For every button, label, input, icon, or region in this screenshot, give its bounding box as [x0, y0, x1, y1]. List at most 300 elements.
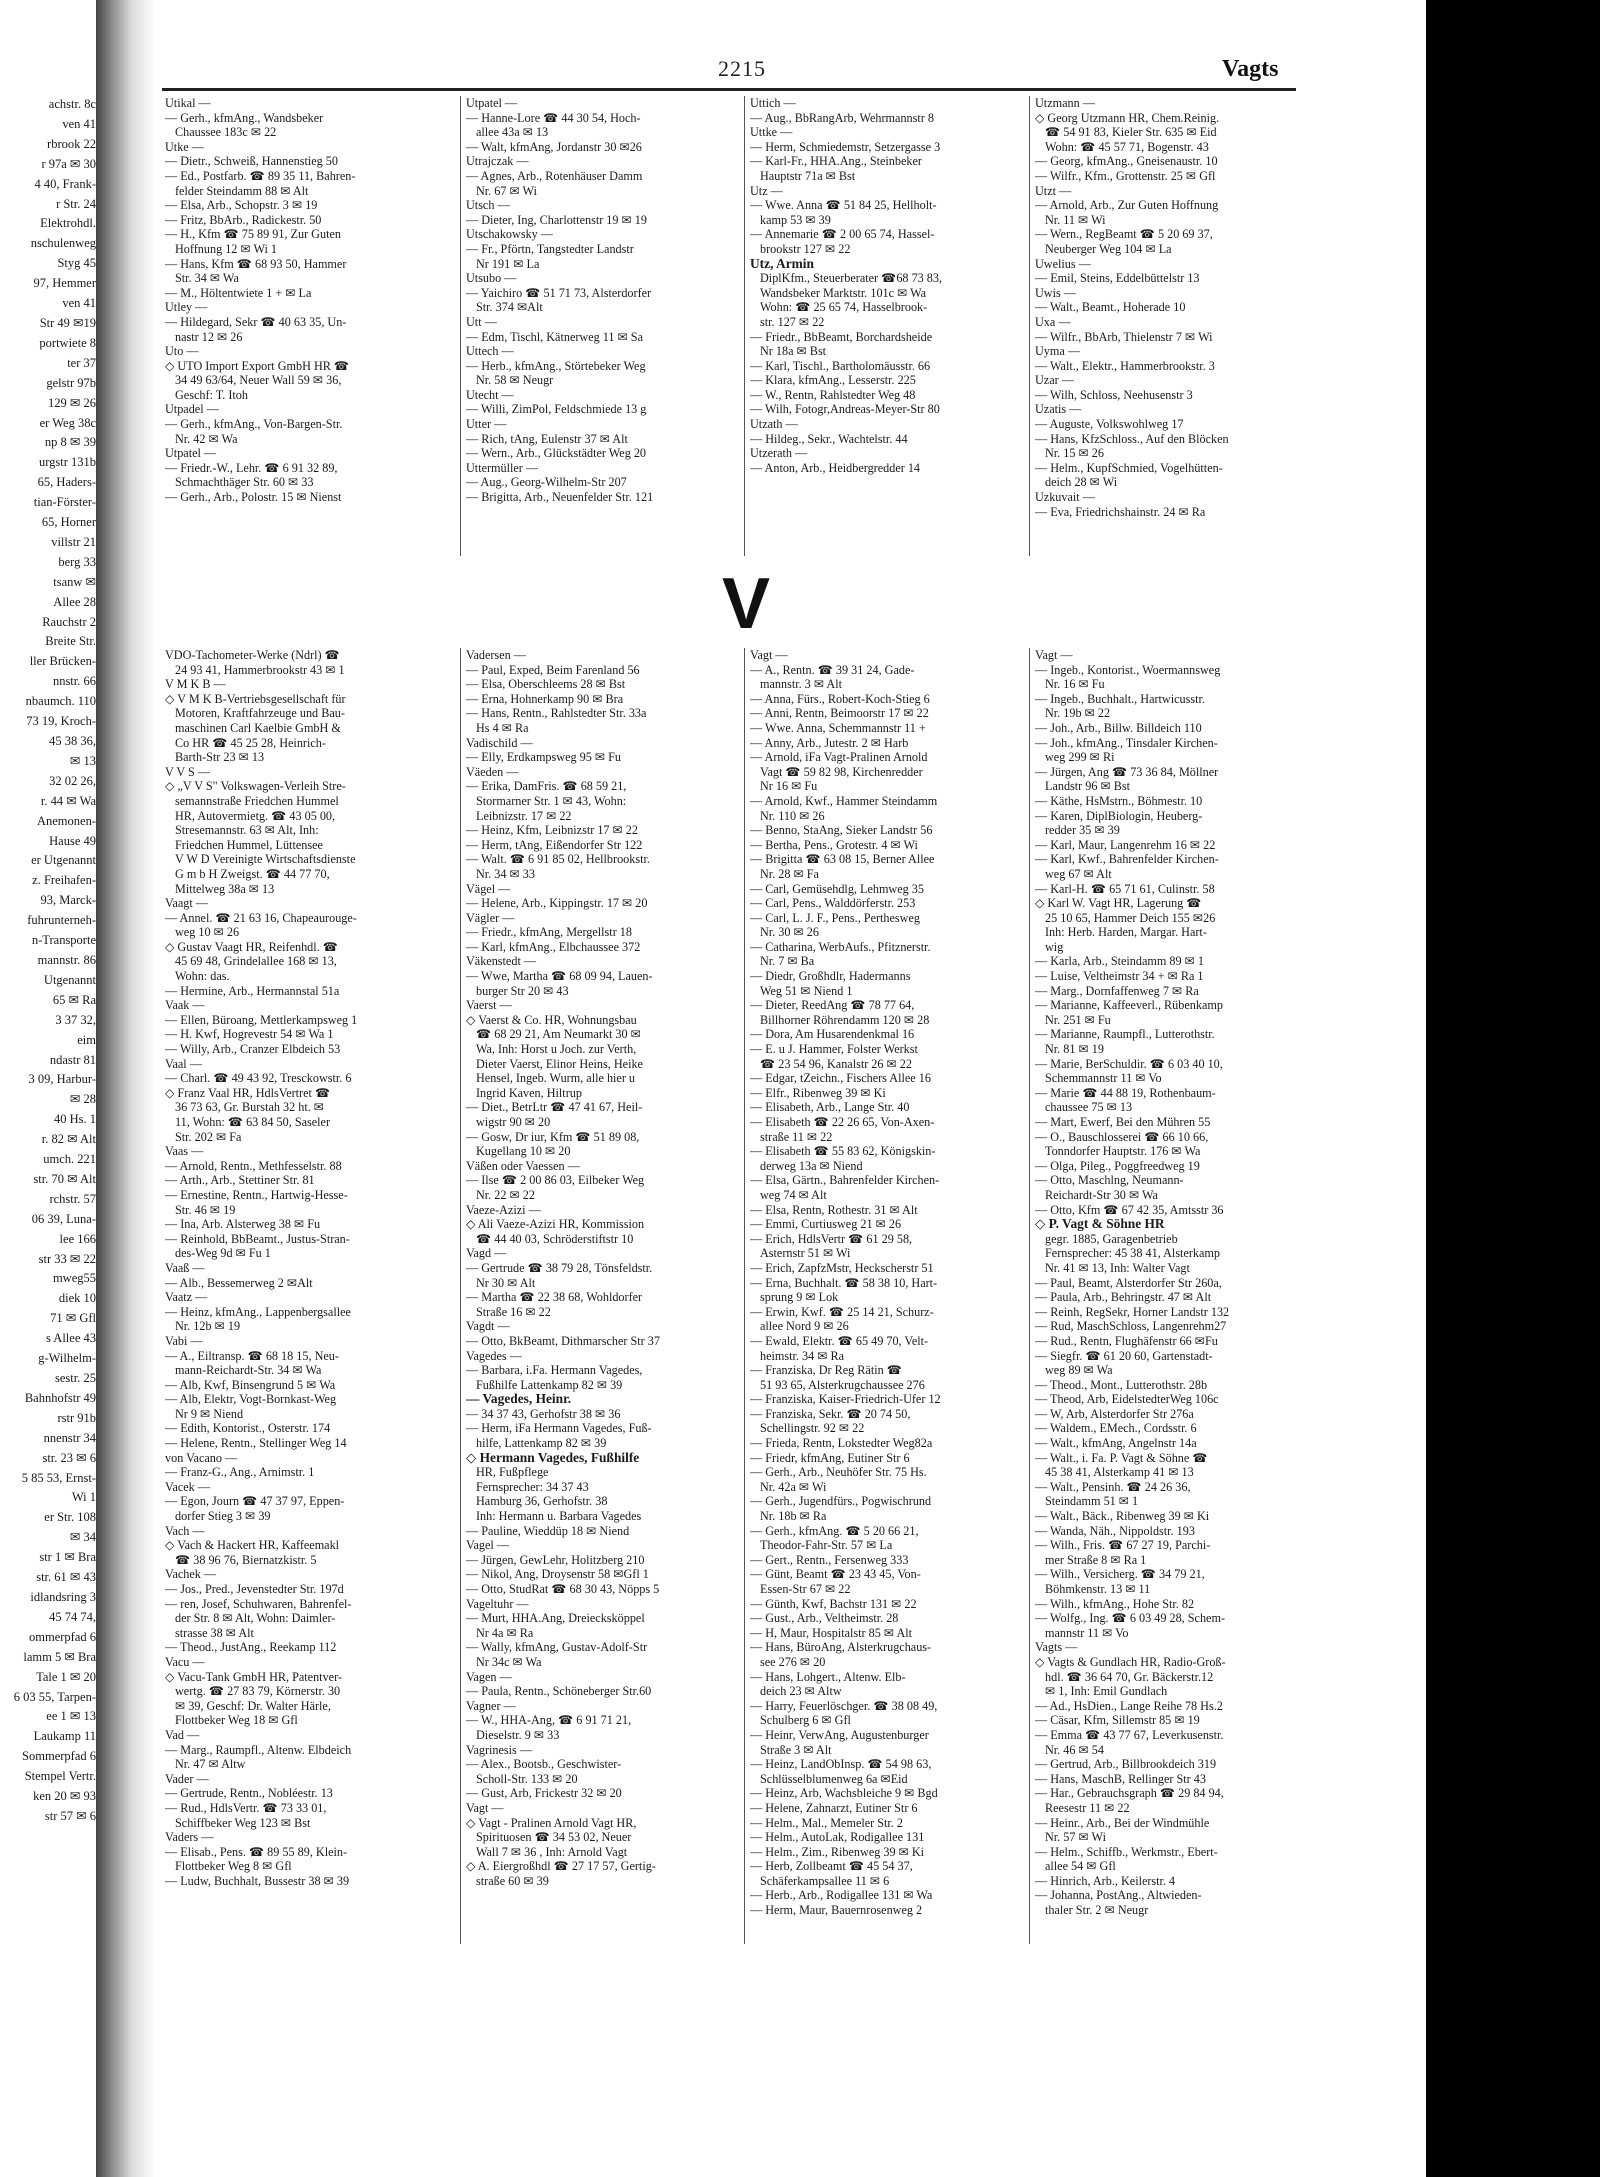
- directory-entry: Nr. 81 ✉ 19: [1045, 1042, 1104, 1057]
- surname-heading: Väeden —: [466, 764, 519, 779]
- directory-entry: — H., Kfm ☎ 75 89 91, Zur Guten: [165, 227, 341, 242]
- directory-entry: — Karl, Kwf., Bahrenfelder Kirchen-: [1035, 852, 1219, 867]
- directory-entry: felder Steindamm 88 ✉ Alt: [175, 183, 309, 198]
- surname-heading: Utzath —: [750, 417, 798, 432]
- strip-fragment: ndastr 81: [49, 1052, 96, 1067]
- strip-fragment: 6 03 55, Tarpen-: [13, 1689, 96, 1704]
- directory-entry: — Brigitta ☎ 63 08 15, Berner Allee: [750, 852, 935, 867]
- strip-fragment: ✉ 13: [69, 753, 96, 768]
- directory-entry: Nr. 28 ✉ Fa: [760, 866, 819, 881]
- directory-entry: — Hildeg., Sekr., Wachtelstr. 44: [750, 431, 908, 446]
- directory-entry: — Helene, Arb., Kippingstr. 17 ✉ 20: [466, 896, 648, 911]
- directory-entry: — Annemarie ☎ 2 00 65 74, Hassel-: [750, 227, 935, 242]
- directory-entry: — Gertrud, Arb., Billbrookdeich 319: [1035, 1757, 1217, 1772]
- directory-entry: maschinen Carl Kaelbie GmbH &: [175, 720, 341, 735]
- strip-fragment: Bahnhofstr 49: [24, 1390, 96, 1405]
- directory-entry: ◇ Vaerst & Co. HR, Wohnungsbau: [466, 1012, 637, 1027]
- surname-heading: Vagt —: [1035, 648, 1073, 662]
- directory-entry: — Heinz, Arb, Wachsbleiche 9 ✉ Bgd: [750, 1786, 938, 1801]
- directory-entry: — Erich, HdlsVertr ☎ 61 29 58,: [750, 1231, 913, 1246]
- directory-entry: — Bertha, Pens., Grotestr. 4 ✉ Wi: [750, 837, 918, 852]
- directory-entry: — Helene, Rentn., Stellinger Weg 14: [165, 1436, 347, 1451]
- directory-entry: Reesestr 11 ✉ 22: [1045, 1800, 1130, 1815]
- strip-fragment: achstr. 8c: [48, 97, 96, 111]
- directory-entry: mann-Reichardt-Str. 34 ✉ Wa: [175, 1363, 322, 1378]
- directory-entry: — Emma ☎ 43 77 67, Leverkusenstr.: [1035, 1727, 1224, 1742]
- strip-fragment: tian-Förster-: [33, 495, 96, 510]
- directory-entry: allee 43a ✉ 13: [476, 125, 549, 140]
- directory-entry: Wall 7 ✉ 36 , Inh: Arnold Vagt: [476, 1844, 628, 1859]
- strip-fragment: r. 82 ✉ Alt: [41, 1132, 96, 1147]
- directory-entry: — A., Eiltransp. ☎ 68 18 15, Neu-: [165, 1348, 339, 1363]
- directory-entry: Landstr 96 ✉ Bst: [1045, 779, 1131, 794]
- directory-entry: allee 54 ✉ Gfl: [1045, 1859, 1116, 1874]
- strip-fragment: er Weg 38c: [39, 415, 96, 430]
- directory-entry: brookstr 127 ✉ 22: [760, 241, 851, 256]
- directory-entry: — Gerh., kfmAng., Wandsbeker: [165, 110, 324, 125]
- strip-fragment: 93, Marck-: [40, 893, 96, 908]
- directory-entry: — Hans, Kfm ☎ 68 93 50, Hammer: [165, 256, 347, 271]
- directory-entry: ◇ V M K B-Vertriebsgesellschaft für: [165, 691, 346, 706]
- directory-entry: ◇ Vacu-Tank GmbH HR, Patentver-: [165, 1669, 342, 1684]
- surname-heading: Vach —: [165, 1523, 205, 1538]
- directory-entry: weg 74 ✉ Alt: [760, 1187, 827, 1202]
- directory-entry: — Brigitta, Arb., Neuenfelder Str. 121: [466, 490, 654, 505]
- directory-entry: Hensel, Ingeb. Wurm, alle hier u: [476, 1071, 636, 1086]
- directory-entry: — Wilh., kfmAng., Hohe Str. 82: [1035, 1596, 1195, 1611]
- directory-entry: — Arnold, Arb., Zur Guten Hoffnung: [1035, 198, 1219, 213]
- directory-entry: — Wern., Arb., Glückstädter Weg 20: [466, 446, 647, 461]
- surname-heading: Vagner —: [466, 1698, 516, 1713]
- directory-entry: — Helm., Mal., Memeler Str. 2: [750, 1815, 903, 1830]
- directory-entry: — Walt., Pensinh. ☎ 24 26 36,: [1035, 1479, 1191, 1494]
- surname-heading: Utpatel —: [466, 96, 518, 110]
- strip-fragment: lamm 5 ✉ Bra: [23, 1649, 96, 1664]
- directory-entry: str. 127 ✉ 22: [760, 314, 825, 329]
- surname-heading: Vaal —: [165, 1056, 202, 1071]
- directory-entry: — Ludw, Buchhalt, Bussestr 38 ✉ 39: [165, 1873, 350, 1888]
- surname-heading: Utikal —: [165, 96, 211, 110]
- directory-entry: — Rud., HdlsVertr. ☎ 73 33 01,: [165, 1800, 327, 1815]
- directory-entry: Billhorner Röhrendamm 120 ✉ 28: [760, 1012, 930, 1027]
- directory-entry: — Aug., Georg-Wilhelm-Str 207: [466, 475, 627, 490]
- strip-fragment: 3 37 32,: [55, 1012, 96, 1027]
- directory-entry: Schiffbeker Weg 123 ✉ Bst: [175, 1815, 311, 1830]
- directory-entry: — Waldem., EMech., Cordsstr. 6: [1035, 1421, 1197, 1436]
- directory-entry: — Herm, iFa Hermann Vagedes, Fuß-: [466, 1421, 652, 1436]
- directory-entry: — E. u J. Hammer, Folster Werkst: [750, 1042, 918, 1057]
- directory-entry: Motoren, Kraftfahrzeuge und Bau-: [175, 706, 345, 721]
- directory-entry: Steindamm 51 ✉ 1: [1045, 1494, 1139, 1509]
- strip-fragment: sestr. 25: [55, 1371, 96, 1385]
- directory-entry: — Erwin, Kwf. ☎ 25 14 21, Schurz-: [750, 1304, 934, 1319]
- directory-entry: — Dieter, Ing, Charlottenstr 19 ✉ 19: [466, 212, 647, 227]
- strip-fragment: Hause 49: [49, 833, 96, 848]
- surname-heading: Vaerst —: [466, 998, 512, 1013]
- running-head: Vagts: [1222, 56, 1279, 82]
- directory-entry: — Benno, StaAng, Sieker Landstr 56: [750, 823, 933, 838]
- directory-entry: — Günth, Kwf, Bachstr 131 ✉ 22: [750, 1596, 917, 1611]
- directory-entry: — Heinr, VerwAng, Augustenburger: [750, 1727, 929, 1742]
- directory-entry: Hamburg 36, Gerhofstr. 38: [476, 1494, 608, 1509]
- directory-entry: Flottbeker Weg 18 ✉ Gfl: [175, 1713, 298, 1728]
- directory-entry: — Karl, kfmAng., Elbchaussee 372: [466, 939, 641, 954]
- directory-entry: — Theod, Arb, EidelstedterWeg 106c: [1035, 1392, 1219, 1407]
- strip-fragment: 45 74 74,: [49, 1609, 96, 1624]
- directory-entry: Dieselstr. 9 ✉ 33: [476, 1727, 560, 1742]
- strip-fragment: berg 33: [58, 554, 96, 569]
- directory-entry: burger Str 20 ✉ 43: [476, 983, 569, 998]
- directory-entry: — Anna, Fürs., Robert-Koch-Stieg 6: [750, 691, 930, 706]
- strip-fragment: r. 44 ✉ Wa: [40, 793, 96, 808]
- directory-entry: hdl. ☎ 36 64 70, Gr. Bäckerstr.12: [1045, 1669, 1214, 1684]
- directory-entry: Nr. 110 ✉ 26: [760, 808, 825, 823]
- directory-entry: — Johanna, PostAng., Altwieden-: [1035, 1888, 1202, 1903]
- strip-fragment: umch. 221: [43, 1152, 96, 1167]
- directory-entry: — Wilh., Fris. ☎ 67 27 19, Parchi-: [1035, 1538, 1211, 1553]
- strip-fragment: n-Transporte: [31, 933, 96, 948]
- directory-entry: redder 35 ✉ 39: [1045, 823, 1120, 838]
- directory-entry: — Hans, Lohgert., Altenw. Elb-: [750, 1669, 906, 1684]
- directory-entry: — Gertrude, Rentn., Nobléestr. 13: [165, 1786, 333, 1801]
- directory-entry: — Ingeb., Kontorist., Woermannsweg: [1035, 662, 1221, 677]
- strip-fragment: mweg55: [52, 1271, 96, 1286]
- directory-entry: straße 60 ✉ 39: [476, 1873, 549, 1888]
- surname-heading: Vad —: [165, 1727, 200, 1742]
- directory-entry: Theodor-Fahr-Str. 57 ✉ La: [760, 1538, 893, 1553]
- directory-entry: — Ernestine, Rentn., Hartwig-Hesse-: [165, 1187, 348, 1202]
- directory-entry: 51 93 65, Alsterkrugchaussee 276: [760, 1377, 925, 1392]
- directory-entry: Nr. 19b ✉ 22: [1045, 706, 1111, 721]
- directory-entry: — Theod., Mont., Lutterothstr. 28b: [1035, 1377, 1208, 1392]
- directory-entry: — Franziska, Dr Reg Rätin ☎: [750, 1363, 902, 1378]
- directory-entry: — Marie, BerSchuldir. ☎ 6 03 40 10,: [1035, 1056, 1223, 1071]
- strip-fragment: 06 39, Luna-: [31, 1211, 96, 1226]
- directory-entry: — Marianne, Kaffeeverl., Rübenkamp: [1035, 998, 1223, 1013]
- directory-entry: — Paula, Rentn., Schöneberger Str.60: [466, 1684, 652, 1699]
- strip-fragment: r Str. 24: [56, 196, 96, 211]
- directory-entry: Mittelweg 38a ✉ 13: [175, 881, 275, 896]
- strip-fragment: ✉ 34: [69, 1530, 96, 1545]
- directory-entry: weg 67 ✉ Alt: [1045, 866, 1112, 881]
- directory-entry: Leibnizstr. 17 ✉ 22: [476, 808, 572, 823]
- directory-entry: — Annel. ☎ 21 63 16, Chapeaurouge-: [165, 910, 357, 925]
- directory-entry: — Gerh., Arb., Neuhöfer Str. 75 Hs.: [750, 1465, 927, 1480]
- directory-entry: Nr. 42a ✉ Wi: [760, 1479, 827, 1494]
- directory-entry: — Hermine, Arb., Hermannstal 51a: [165, 983, 340, 998]
- directory-entry: — Eva, Friedrichshainstr. 24 ✉ Ra: [1035, 504, 1206, 519]
- directory-entry: — Wilh, Schloss, Neehusenstr 3: [1035, 387, 1193, 402]
- directory-entry: — Elly, Erdkampsweg 95 ✉ Fu: [466, 750, 621, 765]
- column-rule: [460, 96, 461, 556]
- bottom-column-4: [1035, 648, 1303, 1944]
- directory-entry: — Helm., Zim., Ribenweg 39 ✉ Ki: [750, 1844, 925, 1859]
- directory-entry: — W., Rentn, Rahlstedter Weg 48: [750, 387, 916, 402]
- strip-fragment: nschulenweg: [30, 236, 96, 251]
- directory-entry: — Joh., Arb., Billw. Billdeich 110: [1035, 720, 1202, 735]
- directory-entry: — Aug., BbRangArb, Wehrmannstr 8: [750, 110, 934, 125]
- directory-entry: Hs 4 ✉ Ra: [476, 720, 529, 735]
- directory-entry: 24 93 41, Hammerbrookstr 43 ✉ 1: [175, 662, 345, 677]
- strip-fragment: rstr 91b: [57, 1410, 96, 1425]
- strip-fragment: 65 ✉ Ra: [52, 992, 96, 1007]
- surname-heading: Utzt —: [1035, 183, 1072, 198]
- directory-entry: Spirituosen ☎ 34 53 02, Neuer: [476, 1830, 632, 1845]
- directory-entry: — Jürgen, Ang ☎ 73 36 84, Möllner: [1035, 764, 1219, 779]
- surname-heading: Utsubo —: [466, 271, 517, 286]
- directory-entry: Wandsbeker Marktstr. 101c ✉ Wa: [760, 285, 927, 300]
- directory-entry: — Elfr., Ribenweg 39 ✉ Ki: [750, 1085, 886, 1100]
- directory-entry: — Ina, Arb. Alsterweg 38 ✉ Fu: [165, 1217, 321, 1232]
- directory-entry: Nr. 58 ✉ Neugr: [476, 373, 554, 388]
- directory-entry: — Barbara, i.Fa. Hermann Vagedes,: [466, 1363, 643, 1378]
- directory-entry: — Wally, kfmAng, Gustav-Adolf-Str: [466, 1640, 648, 1655]
- strip-fragment: s Allee 43: [46, 1331, 96, 1346]
- directory-entry: — Arth., Arb., Stettiner Str. 81: [165, 1173, 315, 1188]
- strip-fragment: portwiete 8: [39, 335, 96, 350]
- directory-entry: — Heinr., Arb., Bei der Windmühle: [1035, 1815, 1210, 1830]
- directory-entry: — Hildegard, Sekr ☎ 40 63 35, Un-: [165, 314, 347, 329]
- directory-entry: — Herm, tAng, Eißendorfer Str 122: [466, 837, 643, 852]
- surname-heading: Vageltuhr —: [466, 1596, 529, 1611]
- directory-entry: Nr. 57 ✉ Wi: [1045, 1830, 1106, 1845]
- directory-entry: ◇ Vach & Hackert HR, Kaffeemakl: [165, 1538, 340, 1553]
- surname-heading: Utzerath —: [750, 446, 808, 461]
- directory-entry: — Walt., Bäck., Ribenweg 39 ✉ Ki: [1035, 1509, 1210, 1524]
- directory-entry: — Dora, Am Husarendenkmal 16: [750, 1027, 915, 1042]
- directory-entry: — Hans, BüroAng, Alsterkrugchaus-: [750, 1640, 932, 1655]
- directory-entry: — Walt., Beamt., Hoherade 10: [1035, 300, 1186, 315]
- directory-entry: — Murt, HHA.Ang, Dreiecksköppel: [466, 1611, 645, 1626]
- strip-fragment: 97, Hemmer: [33, 276, 96, 291]
- surname-heading: Vaaß —: [165, 1260, 205, 1275]
- directory-entry: — Karl, Tischl., Bartholomäusstr. 66: [750, 358, 931, 373]
- directory-entry: — W, Arb, Alsterdorfer Str 276a: [1035, 1406, 1194, 1421]
- directory-entry: — Anny, Arb., Jutestr. 2 ✉ Harb: [750, 735, 909, 750]
- column-rule: [744, 96, 745, 556]
- directory-entry: Str. 34 ✉ Wa: [175, 271, 239, 286]
- directory-entry: 45 69 48, Grindelallee 168 ✉ 13,: [175, 954, 337, 969]
- directory-entry: — Friedr., kfmAng, Mergellstr 18: [466, 925, 632, 940]
- directory-entry: ◇ A. Eiergroßhdl ☎ 27 17 57, Gertig-: [466, 1859, 656, 1874]
- directory-entry: Flottbeker Weg 8 ✉ Gfl: [175, 1859, 292, 1874]
- strip-fragment: r 97a ✉ 30: [41, 156, 96, 171]
- directory-entry: derweg 13a ✉ Niend: [760, 1158, 863, 1173]
- directory-entry: — Vagedes, Heinr.: [466, 1392, 572, 1407]
- directory-entry: — Fritz, BbArb., Radickestr. 50: [165, 212, 322, 227]
- surname-heading: Utrajczak —: [466, 154, 529, 169]
- surname-heading: Utzmann —: [1035, 96, 1095, 110]
- directory-entry: — Charl. ☎ 49 43 92, Tresckowstr. 6: [165, 1071, 352, 1086]
- surname-heading: Utecht —: [466, 387, 514, 402]
- surname-heading: V M K B —: [165, 677, 226, 692]
- directory-entry: — Franziska, Kaiser-Friedrich-Ufer 12: [750, 1392, 941, 1407]
- directory-entry: — Rud., Rentn, Flughäfenstr 66 ✉Fu: [1035, 1333, 1218, 1348]
- directory-entry: — Elisabeth ☎ 55 83 62, Königskin-: [750, 1144, 936, 1159]
- directory-entry: Neuberger Weg 104 ✉ La: [1045, 241, 1172, 256]
- strip-fragment: g-Wilhelm-: [38, 1351, 96, 1366]
- directory-entry: ◇ Franz Vaal HR, HdlsVertret ☎: [165, 1085, 331, 1100]
- surname-heading: Vabi —: [165, 1333, 203, 1348]
- directory-entry: semannstraße Friedchen Hummel: [175, 793, 339, 808]
- strip-fragment: str. 23 ✉ 6: [42, 1450, 96, 1465]
- directory-entry: VDO-Tachometer-Werke (Ndrl) ☎: [165, 648, 340, 662]
- directory-entry: — Gerh., Jugendfürs., Pogwischrund: [750, 1494, 932, 1509]
- previous-page-edge: [0, 95, 96, 1975]
- directory-entry: — Rich, tAng, Eulenstr 37 ✉ Alt: [466, 431, 628, 446]
- directory-entry: — Willy, Arb., Cranzer Elbdeich 53: [165, 1042, 341, 1057]
- directory-entry: Wohn: das.: [175, 969, 230, 984]
- directory-entry: — Herb, Zollbeamt ☎ 45 54 37,: [750, 1859, 913, 1874]
- directory-entry: kamp 53 ✉ 39: [760, 212, 831, 227]
- column-rule: [1029, 648, 1030, 1944]
- directory-entry: — Reinh, RegSekr, Horner Landstr 132: [1035, 1304, 1230, 1319]
- surname-heading: Vagrinesis —: [466, 1742, 533, 1757]
- directory-entry: ◇ UTO Import Export GmbH HR ☎: [165, 358, 350, 373]
- strip-fragment: nbaumch. 110: [25, 694, 96, 709]
- directory-entry: — Wilfr., Kfm., Grottenstr. 25 ✉ Gfl: [1035, 168, 1216, 183]
- directory-entry: Nr. 22 ✉ 22: [476, 1187, 535, 1202]
- section-letter: V: [722, 564, 771, 644]
- strip-fragment: er Utgenannt: [31, 853, 96, 868]
- surname-heading: Uzatis —: [1035, 402, 1082, 417]
- strip-fragment: 129 ✉ 26: [48, 395, 96, 410]
- directory-entry: ☎ 54 91 83, Kieler Str. 635 ✉ Eid: [1045, 125, 1217, 140]
- directory-entry: — Ingeb., Buchhalt., Hartwicusstr.: [1035, 691, 1205, 706]
- directory-entry: — Erna, Buchhalt. ☎ 58 38 10, Hart-: [750, 1275, 938, 1290]
- strip-fragment: 40 Hs. 1: [53, 1112, 96, 1127]
- directory-entry: — Franz-G., Ang., Arnimstr. 1: [165, 1465, 315, 1480]
- directory-entry: — Hanne-Lore ☎ 44 30 54, Hoch-: [466, 110, 641, 125]
- directory-entry: — Diedr, Großhdlr, Hadermanns: [750, 969, 911, 984]
- directory-entry: — Hinrich, Arb., Keilerstr. 4: [1035, 1873, 1176, 1888]
- directory-entry: — Hans, KfzSchloss., Auf den Blöcken: [1035, 431, 1229, 446]
- directory-entry: — Dietr., Schweiß, Hannenstieg 50: [165, 154, 338, 169]
- directory-entry: Nr 4a ✉ Ra: [476, 1625, 534, 1640]
- directory-entry: Nr. 42 ✉ Wa: [175, 431, 238, 446]
- surname-heading: von Vacano —: [165, 1450, 238, 1465]
- directory-entry: — Karl, Maur, Langenrehm 16 ✉ 22: [1035, 837, 1216, 852]
- surname-heading: Vadersen —: [466, 648, 526, 662]
- directory-entry: — Wanda, Näh., Nippoldstr. 193: [1035, 1523, 1195, 1538]
- directory-entry: mer Straße 8 ✉ Ra 1: [1045, 1552, 1147, 1567]
- directory-entry: nastr 12 ✉ 26: [175, 329, 243, 344]
- directory-entry: — Arnold, Kwf., Hammer Steindamm: [750, 793, 938, 808]
- strip-fragment: Sommerpfad 6: [22, 1749, 96, 1764]
- surname-heading: Vägel —: [466, 881, 511, 896]
- directory-entry: Schäferkampsallee 11 ✉ 6: [760, 1873, 890, 1888]
- surname-heading: Vagts —: [1035, 1640, 1078, 1655]
- directory-entry: — A., Rentn. ☎ 39 31 24, Gade-: [750, 662, 915, 677]
- surname-heading: Väkenstedt —: [466, 954, 537, 969]
- directory-entry: G m b H Zweigst. ☎ 44 77 70,: [175, 866, 330, 881]
- directory-entry: des-Weg 9d ✉ Fu 1: [175, 1246, 271, 1261]
- surname-heading: Vacek —: [165, 1479, 211, 1494]
- directory-entry: Vagt ☎ 59 82 98, Kirchenredder: [760, 764, 923, 779]
- directory-entry: — Otto, StudRat ☎ 68 30 43, Nöpps 5: [466, 1582, 660, 1596]
- directory-entry: straße 11 ✉ 22: [760, 1129, 833, 1144]
- directory-entry: ◇ Gustav Vaagt HR, Reifenhdl. ☎: [165, 939, 338, 954]
- directory-entry: Nr 16 ✉ Fu: [760, 779, 818, 794]
- directory-entry: — Günt, Beamt ☎ 23 43 45, Von-: [750, 1567, 921, 1582]
- directory-entry: — Elisab., Pens. ☎ 89 55 89, Klein-: [165, 1844, 348, 1859]
- strip-fragment: 45 38 36,: [49, 734, 96, 748]
- directory-entry: — Elsa, Gärtn., Bahrenfelder Kirchen-: [750, 1173, 940, 1188]
- surname-heading: Väßen oder Vaessen —: [466, 1158, 580, 1173]
- directory-entry: — Ed., Postfarb. ☎ 89 35 11, Bahren-: [165, 168, 356, 183]
- surname-heading: Vadischild —: [466, 735, 533, 750]
- directory-entry: V W D Vereinigte Wirtschaftsdienste: [175, 852, 356, 867]
- surname-heading: V V S —: [165, 764, 211, 779]
- directory-entry: — Wilfr., BbArb, Thielenstr 7 ✉ Wi: [1035, 329, 1213, 344]
- strip-fragment: nnstr. 66: [52, 674, 96, 689]
- strip-fragment: 71 ✉ Gfl: [50, 1311, 96, 1326]
- strip-fragment: Wi 1: [71, 1490, 96, 1505]
- directory-entry: — Harry, Feuerlöschger. ☎ 38 08 49,: [750, 1698, 938, 1713]
- directory-entry: — Wern., RegBeamt ☎ 5 20 69 37,: [1035, 227, 1213, 242]
- strip-fragment: Anemonen-: [36, 813, 96, 828]
- directory-entry: Chaussee 183c ✉ 22: [175, 125, 277, 140]
- directory-entry: — Alb., Bessemerweg 2 ✉Alt: [165, 1275, 313, 1290]
- directory-entry: — Nikol, Ang, Droysenstr 58 ✉Gfl 1: [466, 1567, 649, 1582]
- directory-entry: — Wilh., Versicherg. ☎ 34 79 21,: [1035, 1567, 1205, 1582]
- directory-entry: Straße 16 ✉ 22: [476, 1304, 551, 1319]
- directory-entry: — Emmi, Curtiusweg 21 ✉ 26: [750, 1217, 902, 1232]
- directory-entry: strasse 38 ✉ Alt: [175, 1625, 254, 1640]
- strip-fragment: Stempel Vertr.: [24, 1769, 96, 1784]
- directory-entry: — Frieda, Rentn, Lokstedter Weg82a: [750, 1436, 933, 1451]
- directory-entry: — Gosw, Dr iur, Kfm ☎ 51 89 08,: [466, 1129, 640, 1144]
- directory-entry: Scholl-Str. 133 ✉ 20: [476, 1771, 578, 1786]
- directory-entry: — Erika, DamFris. ☎ 68 59 21,: [466, 779, 627, 794]
- directory-entry: — Dieter, ReedAng ☎ 78 77 64,: [750, 998, 915, 1013]
- directory-entry: Utz, Armin: [750, 256, 814, 271]
- directory-entry: Nr 34c ✉ Wa: [476, 1654, 542, 1669]
- directory-entry: 25 10 65, Hammer Deich 155 ✉26: [1045, 910, 1216, 925]
- directory-entry: — Egon, Journ ☎ 47 37 97, Eppen-: [165, 1494, 345, 1509]
- directory-entry: — Elsa, Rentn, Rothestr. 31 ✉ Alt: [750, 1202, 918, 1217]
- directory-entry: — Friedr.-W., Lehr. ☎ 6 91 32 89,: [165, 460, 338, 475]
- strip-fragment: 5 85 53, Ernst-: [21, 1470, 96, 1485]
- strip-fragment: 65, Haders-: [37, 475, 96, 490]
- directory-entry: deich 23 ✉ Altw: [760, 1684, 842, 1699]
- bottom-column-3: [750, 648, 1024, 1944]
- directory-entry: Schellingstr. 92 ✉ 22: [760, 1421, 865, 1436]
- page-number: 2215: [718, 56, 766, 81]
- surname-heading: Vaatz —: [165, 1290, 208, 1305]
- directory-entry: — Erna, Hohnerkamp 90 ✉ Bra: [466, 691, 624, 706]
- directory-entry: — Elisabeth, Arb., Lange Str. 40: [750, 1100, 910, 1115]
- directory-entry: ◇ P. Vagt & Söhne HR: [1035, 1217, 1165, 1232]
- directory-entry: — Mart, Ewerf, Bei den Mühren 55: [1035, 1115, 1211, 1129]
- top-column-3: [750, 96, 1024, 556]
- directory-entry: — Theod., JustAng., Reekamp 112: [165, 1640, 337, 1655]
- directory-entry: ◇ Vagt - Pralinen Arnold Vagt HR,: [466, 1815, 637, 1830]
- directory-entry: dorfer Stieg 3 ✉ 39: [175, 1509, 271, 1524]
- directory-entry: — Siegfr. ☎ 61 20 60, Gartenstadt-: [1035, 1348, 1213, 1363]
- directory-entry: — Pauline, Wieddüp 18 ✉ Niend: [466, 1523, 630, 1538]
- directory-entry: — Käthe, HsMstrn., Böhmestr. 10: [1035, 793, 1203, 808]
- directory-entry: — Heinz, LandObInsp. ☎ 54 98 63,: [750, 1757, 932, 1772]
- strip-fragment: er Str. 108: [44, 1510, 96, 1525]
- directory-entry: — Har., Gebrauchsgraph ☎ 29 84 94,: [1035, 1786, 1224, 1801]
- surname-heading: Uttech —: [466, 344, 514, 359]
- directory-entry: — Karl-Fr., HHA.Ang., Steinbeker: [750, 154, 922, 169]
- directory-entry: — Wwe. Anna, Schemmannstr 11 +: [750, 720, 926, 735]
- directory-entry: — Marg., Raumpfl., Altenw. Elbdeich: [165, 1742, 352, 1757]
- strip-fragment: Tale 1 ✉ 20: [36, 1669, 96, 1684]
- strip-fragment: 4 40, Frank-: [34, 176, 96, 191]
